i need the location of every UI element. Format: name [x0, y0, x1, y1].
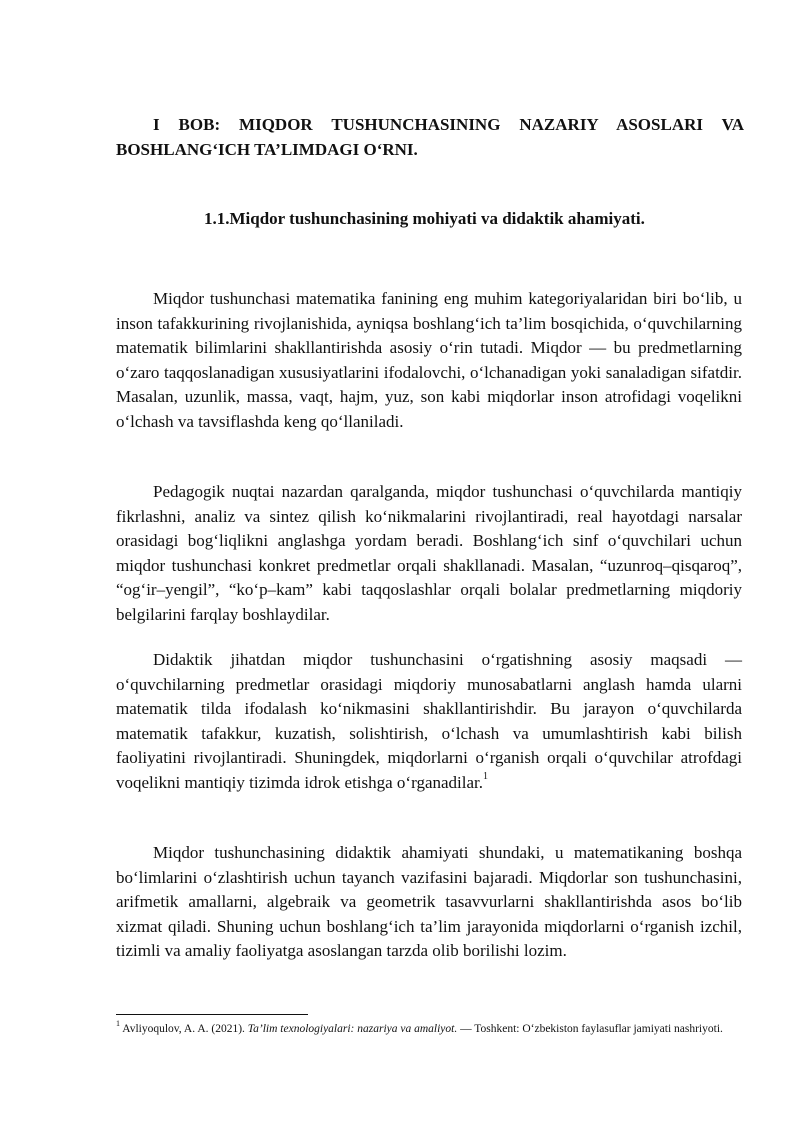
- chapter-title: I BOB: MIQDOR TUSHUNCHASINING NAZARIY ASOSLARI VA BOSHLANG‘ICH TA’LIMDAGI O‘RNI.: [116, 115, 744, 159]
- footnote-separator: [116, 1014, 308, 1015]
- paragraph-3: [116, 648, 742, 795]
- footnote: [116, 1021, 746, 1038]
- paragraph-3-text: Didaktik jihatdan miqdor tushunchasini o‘rgatishning asosiy maqsadi — o‘quvchilarning predmetlar orasidagi miqdoriy munosabatlarni anglash hamda ularni matematik tilda ifodalash ko‘nikmasini shakllantirishdir. Bu jarayon o‘quvchilarda matematik tafakkur, kuzatish, solishtirish, o‘lchash va umumlashtirish kabi bilish faoliyatini rivojlantiradi. Shuningdek, miqdorlarni o‘rganish orqali o‘quvchilar atrofdagi voqelikni mantiqiy tizimda idrok etishga o‘rganadilar.: [116, 650, 742, 792]
- footnote-author: Avliyoqulov, A. A. (2021).: [122, 1023, 245, 1035]
- footnote-publisher: — Toshkent: O‘zbekiston faylasuflar jamiyati nashriyoti.: [460, 1023, 723, 1035]
- paragraph-2: Pedagogik nuqtai nazardan qaralganda, miqdor tushunchasi o‘quvchilarda mantiqiy fikrlashni, analiz va sintez qilish ko‘nikmalarini rivojlantiradi, real hayotdagi narsalar orasidagi bog‘liqlikni anglashga yordam beradi. Boshlang‘ich sinf o‘quvchilari uchun miqdor tushunchasi konkret predmetlar orqali shakllanadi. Masalan, “uzunroq–qisqaroq”, “og‘ir–yengil”, “ko‘p–kam” kabi taqqoslashlar orqali bolalar predmetlarning miqdoriy belgilarini farqlay boshlaydilar.: [116, 482, 742, 624]
- footnote-title: Ta’lim texnologiyalari: nazariya va amaliyot.: [247, 1023, 458, 1035]
- section-title: 1.1.Miqdor tushunchasining mohiyati va didaktik ahamiyati.: [204, 209, 645, 228]
- footnote-reference[interactable]: 1: [483, 770, 488, 782]
- paragraph-1: Miqdor tushunchasi matematika fanining eng muhim kategoriyalaridan biri bo‘lib, u inson tafakkurining rivojlanishida, ayniqsa boshlang‘ich ta’lim bosqichida, o‘quvchilarning matematik bilimlarini shakllantirishda asosiy o‘rin tutadi. Miqdor — bu predmetlarning o‘zaro taqqoslanadigan xususiyatlarini ifodalovchi, o‘lchanadigan yoki sanaladigan sifatdir. Masalan, uzunlik, massa, vaqt, hajm, yuz, son kabi miqdorlar inson atrofidagi voqelikni o‘lchash va tavsiflashda keng qo‘llaniladi.: [116, 289, 742, 431]
- footnote-number: 1: [116, 1019, 120, 1029]
- paragraph-4: Miqdor tushunchasining didaktik ahamiyati shundaki, u matematikaning boshqa bo‘limlarini o‘zlashtirish uchun tayanch vazifasini bajaradi. Miqdorlar son tushunchasini, arifmetik amallarni, algebraik va geometrik tasavvurlarni shakllantirishda asos bo‘lib xizmat qiladi. Shuning uchun boshlang‘ich ta’lim jarayonida miqdorlarni o‘rganish izchil, tizimli va amaliy faoliyatga asoslangan tarzda olib borilishi lozim.: [116, 843, 742, 960]
